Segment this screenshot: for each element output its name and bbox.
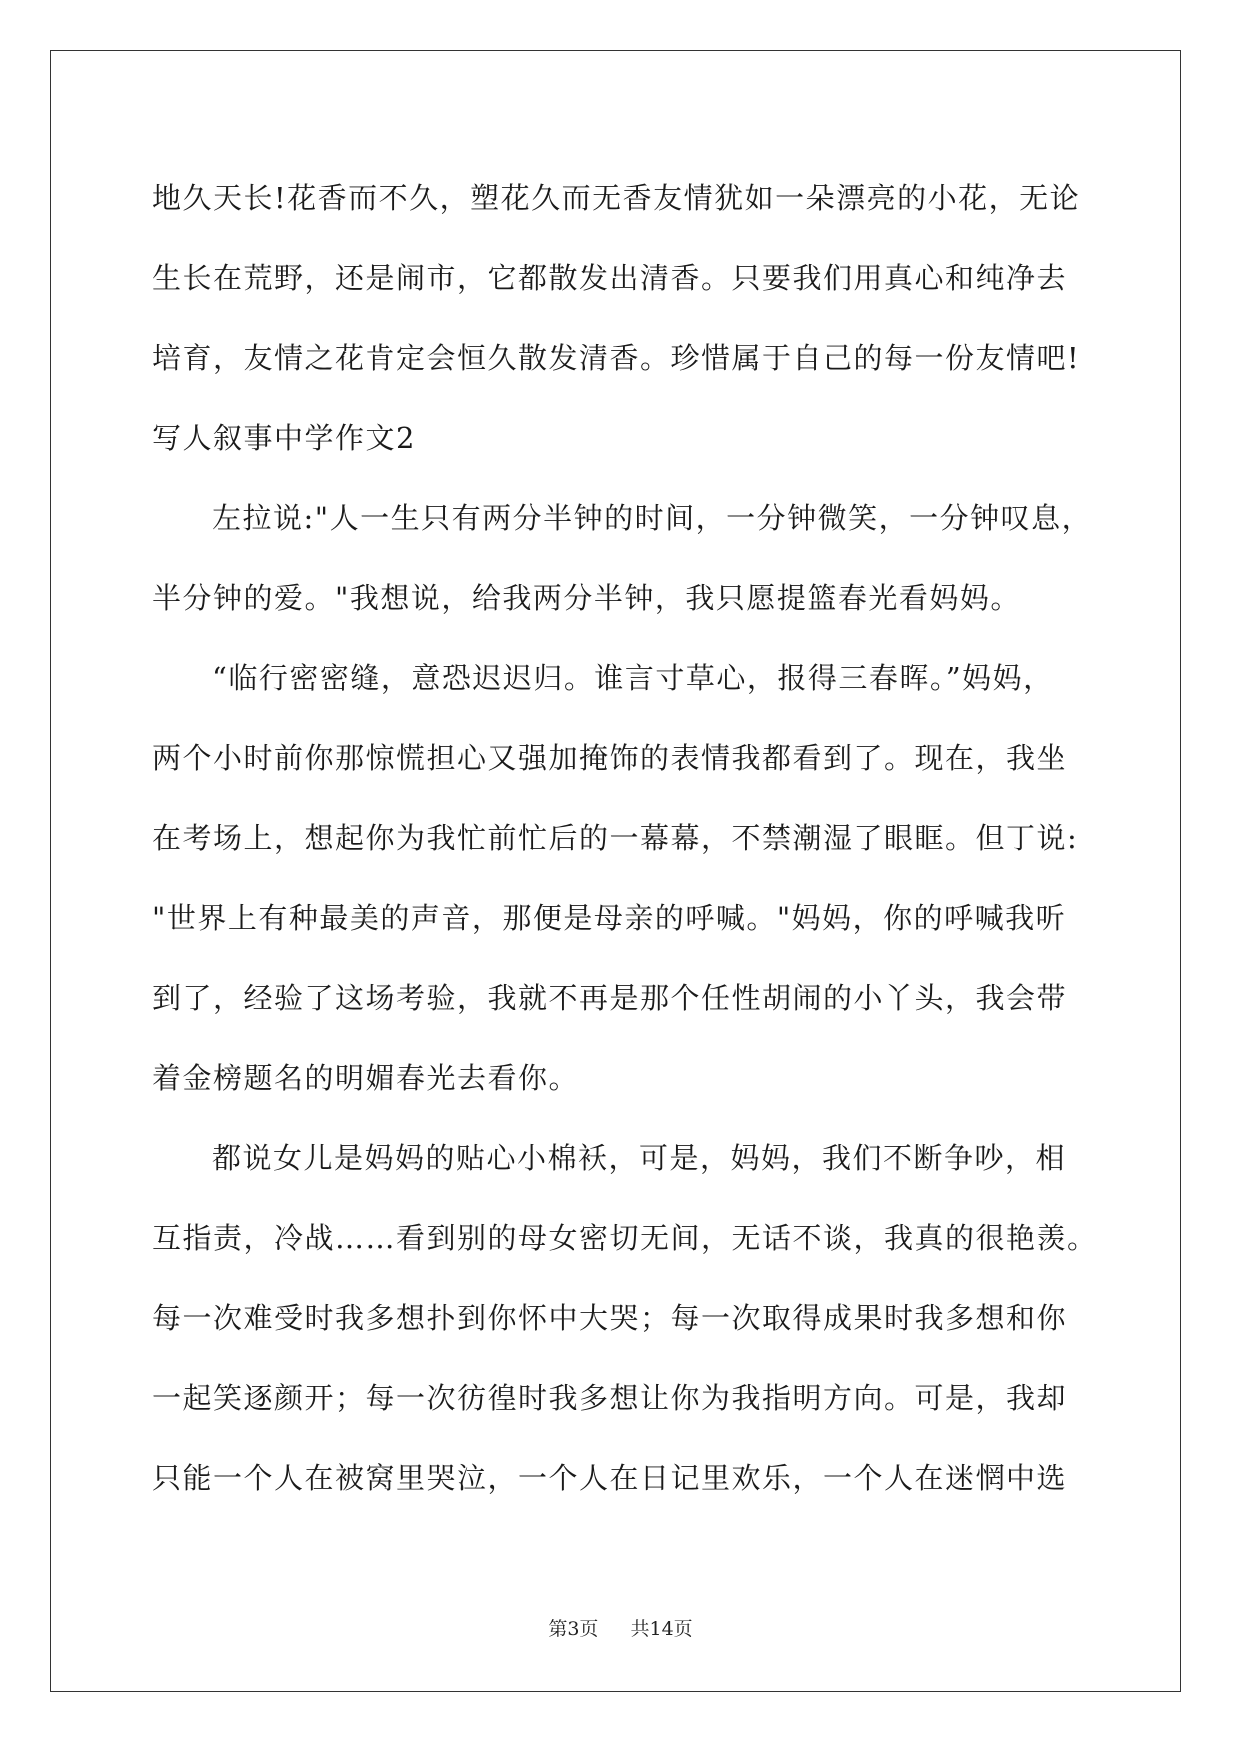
section-heading: 写人叙事中学作文2 [152,421,416,455]
page-number: 第3页 [548,1618,599,1640]
text-line: 一起笑逐颜开；每一次彷徨时我多想让你为我指明方向。可是，我却 [152,1381,1068,1415]
text-line: 地久天长!花香而不久，塑花久而无香友情犹如一朵漂亮的小花，无论 [152,181,1081,215]
text-line: 着金榜题名的明媚春光去看你。 [152,1061,580,1095]
text-line: 培育，友情之花肯定会恒久散发清香。珍惜属于自己的每一份友情吧! [152,341,1081,375]
text-line: 左拉说:"人一生只有两分半钟的时间，一分钟微笑，一分钟叹息， [212,501,1093,535]
text-line: 在考场上，想起你为我忙前忙后的一幕幕，不禁潮湿了眼眶。但丁说: [152,821,1079,855]
text-line: “临行密密缝，意恐迟迟归。谁言寸草心，报得三春晖。”妈妈， [212,661,1054,695]
text-line: 每一次难受时我多想扑到你怀中大哭；每一次取得成果时我多想和你 [152,1301,1068,1335]
text-line: 只能一个人在被窝里哭泣，一个人在日记里欢乐，一个人在迷惘中选 [152,1461,1068,1495]
text-line: 生长在荒野，还是闹市，它都散发出清香。只要我们用真心和纯净去 [152,261,1068,295]
text-line: 都说女儿是妈妈的贴心小棉袄，可是，妈妈，我们不断争吵，相 [212,1141,1067,1175]
text-line: "世界上有种最美的声音，那便是母亲的呼喊。"妈妈，你的呼喊我听 [152,901,1067,935]
page-footer [0,1614,1241,1641]
text-line: 两个小时前你那惊慌担心又强加掩饰的表情我都看到了。现在，我坐 [152,741,1068,775]
text-line: 互指责，冷战……看到别的母女密切无间，无话不谈，我真的很艳羡。 [152,1221,1098,1255]
text-line: 半分钟的爱。"我想说，给我两分半钟，我只愿提篮春光看妈妈。 [152,581,1021,615]
page-total: 共14页 [630,1618,693,1640]
document-body [152,158,1098,1518]
text-line: 到了，经验了这场考验，我就不再是那个任性胡闹的小丫头，我会带 [152,981,1068,1015]
